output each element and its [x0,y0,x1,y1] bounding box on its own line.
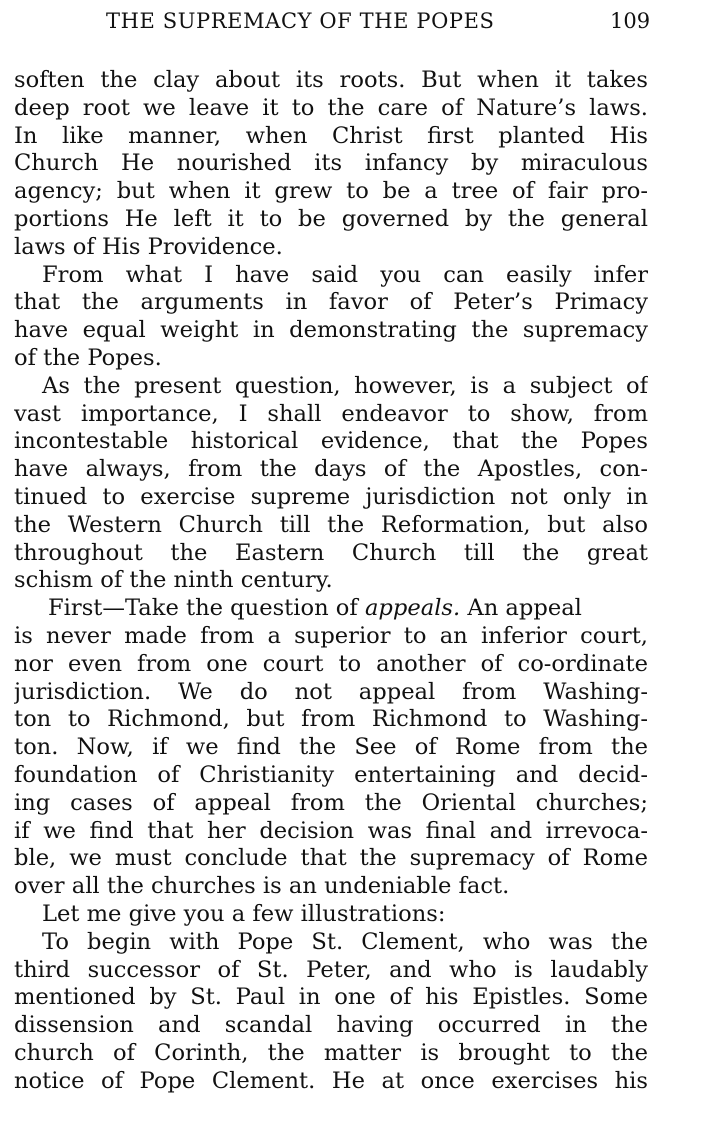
text-line: Church He nourished its infancy by miraculous [14,150,648,177]
text-line: From what I have said you can easily infer [42,261,648,288]
text-line: have equal weight in demonstrating the supremacy [14,317,648,344]
text-line: To begin with Pope St. Clement, who was the [42,928,648,955]
text-fragment: First—Take the question of [48,595,365,622]
text-line: ble, we must conclude that the supremacy of Rome [14,845,648,872]
text-line: vast importance, I shall endeavor to show, from [14,400,648,427]
emphasis-appeals: appeals. [364,595,461,622]
text-line: soften the clay about its roots. But when it takes [14,67,648,93]
text-line: As the present question, however, is a subject of [42,372,648,399]
running-title: THE SUPREMACY OF THE POPES [106,9,495,33]
text-line: over all the churches is an undeniable fact. [14,873,510,900]
text-line: schism of the ninth century. [14,567,333,594]
text-line: In like manner, when Christ first planted His [14,122,648,149]
text-line: ing cases of appeal from the Oriental churches; [14,789,648,816]
text-fragment: An appeal [460,595,582,622]
text-line: is never made from a superior to an inferior court, [14,622,648,649]
text-line: laws of His Providence. [14,233,283,260]
text-line: of the Popes. [14,344,162,371]
page-number: 109 [610,9,651,33]
text-line: if we find that her decision was final and irrevoca- [14,817,648,844]
text-line: nor even from one court to another of co-ordinate [14,650,648,677]
text-line: throughout the Eastern Church till the great [14,539,648,566]
text-line: church of Corinth, the matter is brought to the [14,1039,648,1066]
text-line: third successor of St. Peter, and who is laudably [14,956,648,983]
text-line: dissension and scandal having occurred in the [14,1012,648,1039]
text-line: ton. Now, if we find the See of Rome from the [14,734,648,761]
text-line [14,595,648,623]
text-line: the Western Church till the Reformation, but also [14,511,648,538]
body-text [14,67,648,1095]
text-line: notice of Pope Clement. He at once exercises his [14,1067,648,1094]
text-line: Let me give you a few illustrations: [42,900,446,927]
text-line: ton to Richmond, but from Richmond to Washing- [14,706,648,733]
text-line: foundation of Christianity entertaining and decid- [14,761,648,788]
text-line: jurisdiction. We do not appeal from Washing- [14,678,648,705]
text-line: that the arguments in favor of Peter’s Primacy [14,289,648,316]
text-line: mentioned by St. Paul in one of his Epistles. Some [14,984,648,1011]
text-line: portions He left it to be governed by the general [14,205,648,232]
text-line: have always, from the days of the Apostles, con- [14,456,648,483]
text-line: tinued to exercise supreme jurisdiction not only in [14,483,648,510]
running-head [0,6,701,36]
text-line: incontestable historical evidence, that the Popes [14,428,648,455]
text-line: deep root we leave it to the care of Nature’s laws. [14,94,648,121]
text-line: agency; but when it grew to be a tree of fair pro- [14,178,648,205]
